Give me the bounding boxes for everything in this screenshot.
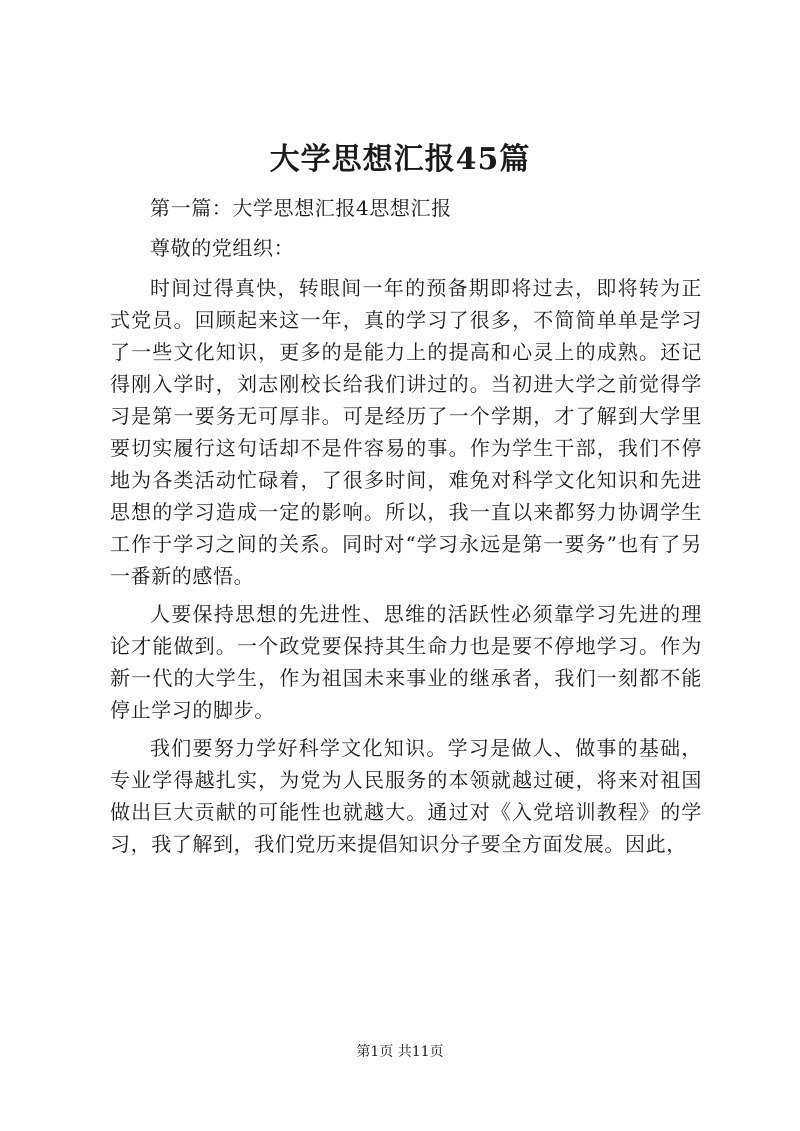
paragraph: 我们要努力学好科学文化知识。学习是做人、做事的基础，专业学得越扎实，为党为人民服务的本领就越过硬，将来对祖国做出巨大贡献的可能性也就越大。通过对《入党培训教程》的学习，我了解到，我们党历来提倡知识分子要全方面发展。因此，	[110, 736, 702, 856]
page-number-footer: 第1页 共11页	[356, 1044, 444, 1060]
paragraph-salutation: 尊敬的党组织：	[150, 236, 295, 260]
paragraph: 时间过得真快，转眼间一年的预备期即将过去，即将转为正式党员。回顾起来这一年，真的学习了很多，不简简单单是学习了一些文化知识，更多的是能力上的提高和心灵上的成熟。还记得刚入学时，刘志刚校长给我们讲过的。当初进大学之前觉得学习是第一要务无可厚非。可是经历了一个学期，才了解到大学里要切实履行这句话却不是件容易的事。作为学生干部，我们不停地为各类活动忙碌着，了很多时间，难免对科学文化知识和先进思想的学习造成一定的影响。所以，我一直以来都努力协调学生工作于学习之间的关系。同时对“学习永远是第一要务”也有了另一番新的感悟。	[110, 276, 702, 588]
document-title: 大学思想汇报45篇	[269, 142, 531, 177]
paragraph-section-heading: 第一篇：大学思想汇报4思想汇报	[150, 196, 452, 220]
paragraph: 人要保持思想的先进性、思维的活跃性必须靠学习先进的理论才能做到。一个政党要保持其生命力也是要不停地学习。作为新一代的大学生，作为祖国未来事业的继承者，我们一刻都不能停止学习的脚步。	[110, 602, 702, 722]
document-body	[110, 192, 702, 860]
